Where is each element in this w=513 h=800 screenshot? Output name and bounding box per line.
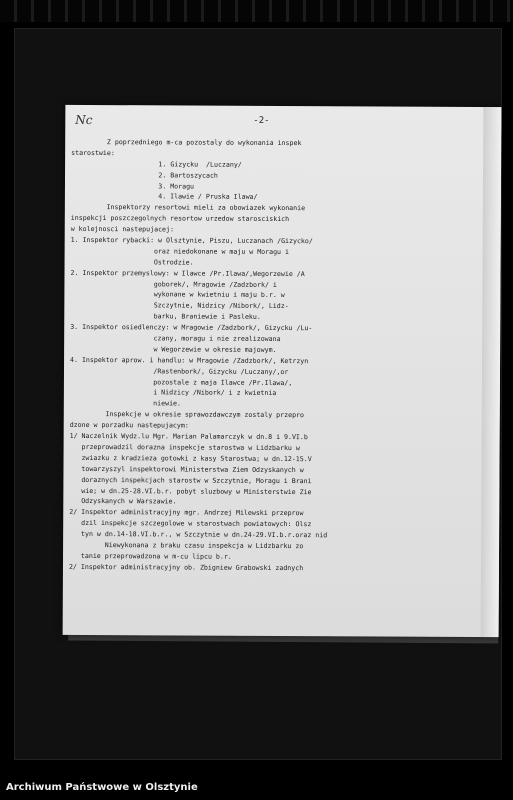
document-line: Z poprzedniego m-ca pozostaly do wykonania inspek <box>71 137 302 148</box>
document-line: Szczytnie, Nidzicy /Nibork/, Lidz- <box>70 301 289 311</box>
document-line: dzone w porzadku nastepujacym: <box>69 421 189 430</box>
document-line: 3. Moragu <box>70 181 195 191</box>
document-line: 2/ Inspektor administracyjny mgr. Andrzej Milewski przeprow <box>69 508 304 518</box>
document-line: doraznych inspekcjach starostw w Szczytnie, Moragu i Brani <box>69 475 312 485</box>
document-line: 4. Inspektor aprow. i handlu: w Mragowie /Zadzbork/, Ketrzyn <box>70 355 309 365</box>
archive-footer <box>0 776 513 800</box>
document-line: goborek/, Mragowie /Zadzbork/ i <box>70 279 277 289</box>
film-edge <box>0 0 513 22</box>
document-line: Niewykonana z braku czasu inspekcja w Lidzbarku zo <box>69 540 304 551</box>
document-line: Ostrodzie. <box>70 257 194 267</box>
document-line: w kolejnosci nastepujacej: <box>70 225 174 234</box>
document-line: 4. Ilawie / Pruska Ilawa/ <box>70 192 258 202</box>
document-page <box>63 105 502 637</box>
document-line: barku, Braniewie i Pasleku. <box>70 312 261 322</box>
document-line: 1. Inspektor rybacki: w Olsztynie, Piszu, Luczanach /Gizycko/ <box>70 235 313 246</box>
document-line: 3. Inspektor osiedlenczy: w Mragowie /Zadzbork/, Gizycku /Lu- <box>70 323 313 333</box>
document-body <box>69 137 491 575</box>
document-line: Inspektorzy resortowi mieli za obowiazek wykonanie <box>70 203 306 213</box>
document-line: pozostale z maja Ilawce /Pr.Ilawa/, <box>69 377 293 387</box>
document-line: 2/ Inspektor administracyjny ob. Zbigniew Grabowski zadnych <box>68 562 304 572</box>
archive-name: Archiwum Państwowe w Olsztynie <box>6 782 198 793</box>
document-line: towarzyszyl inspektorowi Ministerstwa Ziem Odzyskanych w <box>69 464 304 474</box>
document-line: 2. Bartoszycach <box>71 170 218 180</box>
document-line: i Nidzicy /Nibork/ i z kwietnia <box>69 388 277 398</box>
document-line: dzil inspekcje szczegolowe w starostwach powiatowych: Olsz <box>69 519 312 529</box>
document-line: zwiazku z kradzieza gotowki z kasy Starostwa; w dn.12-15.V <box>69 453 312 463</box>
document-line: /Rastenbork/, Gizycku /Luczany/,or <box>69 366 289 376</box>
document-line: niewie. <box>69 399 182 408</box>
document-line: starostwie: <box>71 148 115 158</box>
document-line: 1/ Naczelnik Wydz.lu Mgr. Marian Palamarczyk w dn.8 i 9.VI.b <box>69 431 308 442</box>
document-line: oraz niedokonane w maju w Moragu i <box>70 246 289 256</box>
document-line: czany, moragu i nie zrealizowana <box>70 333 281 344</box>
document-line: przeprowadzil dorazna inspekcje starostwa w Lidzbarku w <box>69 442 300 453</box>
document-line: 2. Inspektor przemyslowy: w Ilawce /Pr.Ilawa/,Wegorzewie /A <box>70 268 305 278</box>
document-line: wykonane w kwietniu i maju b.r. w <box>70 290 285 300</box>
handwritten-mark: Nc <box>75 112 93 128</box>
document-line: Odzyskanych w Warszawie. <box>69 497 177 506</box>
document-line: inspekcji poszczegolnych resortow urzedow starosciskich <box>70 214 290 224</box>
page-number: -2- <box>253 115 270 126</box>
document-line: w Wegorzewie w okresie majowym. <box>70 344 277 354</box>
document-line: tyn w dn.14-18.VI.b.r., w Szczytnie w dn.24-29.VI.b.r.oraz nid <box>69 529 328 540</box>
document-line: tanie przeprowadzona w m-cu lipcu b.r. <box>69 551 232 561</box>
document-line: Inspekcje w okresie sprawozdawczym zostaly przepro <box>69 410 305 420</box>
document-line: wie; w dn.25-28.VI.b.r. pobyt sluzbowy w Ministerstwie Zie <box>69 486 312 496</box>
document-line: 1. Gizycku /Luczany/ <box>71 159 242 169</box>
